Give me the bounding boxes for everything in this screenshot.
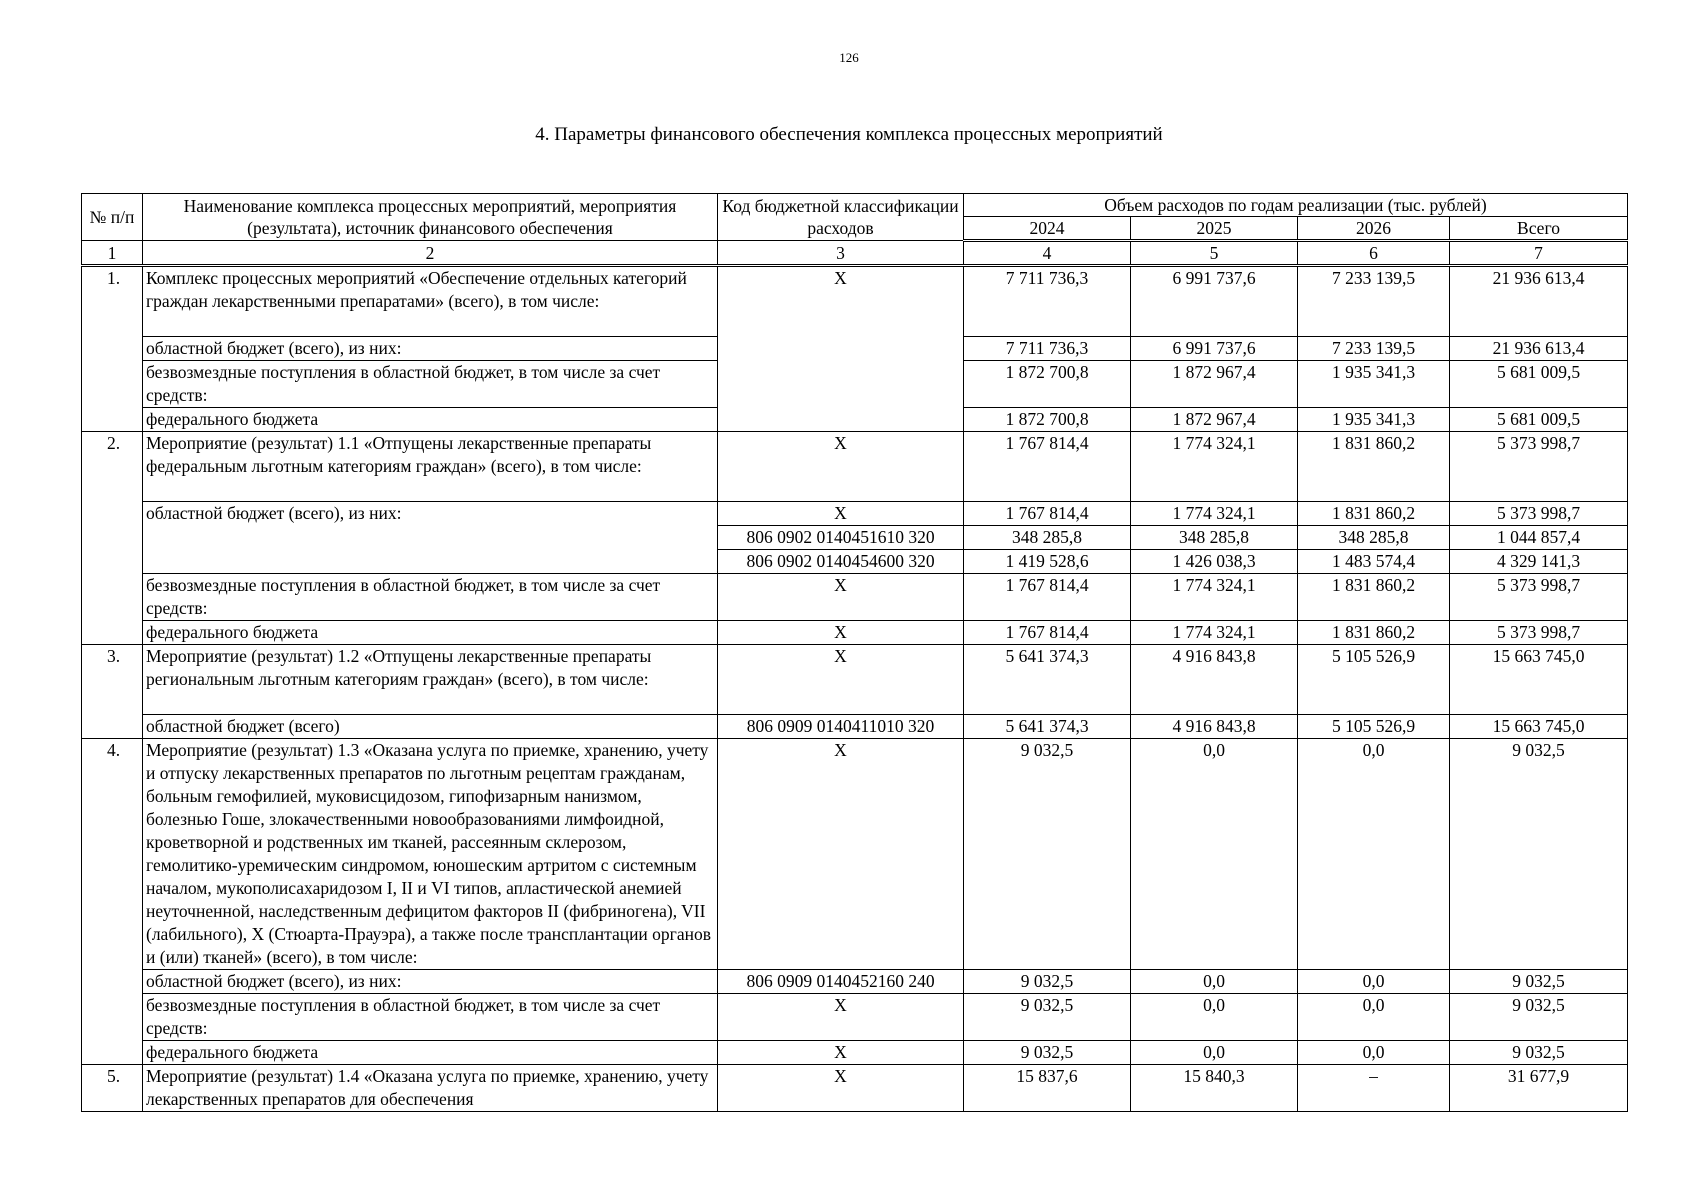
value-2025: 0,0 bbox=[1131, 970, 1298, 994]
value-total: 9 032,5 bbox=[1450, 994, 1628, 1041]
value-total: 9 032,5 bbox=[1450, 739, 1628, 970]
colnum: 2 bbox=[143, 241, 718, 266]
value-total: 21 936 613,4 bbox=[1450, 266, 1628, 337]
value-total: 5 681 009,5 bbox=[1450, 361, 1628, 408]
row-name: Мероприятие (результат) 1.1 «Отпущены лекарственные препараты федеральным льготным категориям граждан» (всего), в том числе: bbox=[143, 432, 718, 502]
value-2025: 0,0 bbox=[1131, 739, 1298, 970]
row-code: Х bbox=[718, 645, 964, 715]
row-code: 806 0909 0140411010 320 bbox=[718, 715, 964, 739]
row-code: Х bbox=[718, 502, 964, 526]
value-2024: 9 032,5 bbox=[964, 1041, 1131, 1065]
value-2026: 7 233 139,5 bbox=[1298, 337, 1450, 361]
value-total: 1 044 857,4 bbox=[1450, 526, 1628, 550]
value-total: 21 936 613,4 bbox=[1450, 337, 1628, 361]
row-code: Х bbox=[718, 1041, 964, 1065]
row-name: безвозмездные поступления в областной бюджет, в том числе за счет средств: bbox=[143, 361, 718, 408]
value-2024: 1 872 700,8 bbox=[964, 408, 1131, 432]
value-total: 15 663 745,0 bbox=[1450, 645, 1628, 715]
page-number: 126 bbox=[839, 50, 859, 65]
value-2024: 1 419 528,6 bbox=[964, 550, 1131, 574]
row-code: Х bbox=[718, 994, 964, 1041]
value-2025: 1 774 324,1 bbox=[1131, 574, 1298, 621]
table-row bbox=[82, 970, 1628, 994]
value-total: 5 373 998,7 bbox=[1450, 502, 1628, 526]
value-2024: 7 711 736,3 bbox=[964, 337, 1131, 361]
value-2026: 1 483 574,4 bbox=[1298, 550, 1450, 574]
value-2024: 9 032,5 bbox=[964, 994, 1131, 1041]
table-row bbox=[82, 621, 1628, 645]
value-2024: 1 767 814,4 bbox=[964, 502, 1131, 526]
row-name: Мероприятие (результат) 1.4 «Оказана услуга по приемке, хранению, учету лекарственных препаратов для обеспечения bbox=[143, 1065, 718, 1112]
value-total: 31 677,9 bbox=[1450, 1065, 1628, 1112]
value-2025: 1 872 967,4 bbox=[1131, 408, 1298, 432]
table-row bbox=[82, 739, 1628, 970]
value-2025: 4 916 843,8 bbox=[1131, 715, 1298, 739]
value-total: 4 329 141,3 bbox=[1450, 550, 1628, 574]
value-2026: 5 105 526,9 bbox=[1298, 645, 1450, 715]
value-2025: 1 774 324,1 bbox=[1131, 432, 1298, 502]
table-row bbox=[82, 715, 1628, 739]
header-no: № п/п bbox=[82, 194, 143, 241]
row-name: безвозмездные поступления в областной бюджет, в том числе за счет средств: bbox=[143, 574, 718, 621]
value-2026: 1 831 860,2 bbox=[1298, 621, 1450, 645]
header-row bbox=[82, 194, 1628, 217]
row-name: Мероприятие (результат) 1.2 «Отпущены лекарственные препараты региональным льготным категориям граждан» (всего), в том числе: bbox=[143, 645, 718, 715]
row-name: федерального бюджета bbox=[143, 621, 718, 645]
value-2025: 1 872 967,4 bbox=[1131, 361, 1298, 408]
table-row bbox=[82, 574, 1628, 621]
table-row bbox=[82, 994, 1628, 1041]
header-year-2024: 2024 bbox=[964, 217, 1131, 241]
table-row bbox=[82, 432, 1628, 502]
value-2025: 1 774 324,1 bbox=[1131, 502, 1298, 526]
row-code: Х bbox=[718, 1065, 964, 1112]
header-total: Всего bbox=[1450, 217, 1628, 241]
header-code: Код бюджетной классификации расходов bbox=[718, 194, 964, 241]
row-code: 806 0902 0140454600 320 bbox=[718, 550, 964, 574]
value-2025: 1 774 324,1 bbox=[1131, 621, 1298, 645]
value-2026: 0,0 bbox=[1298, 1041, 1450, 1065]
value-total: 9 032,5 bbox=[1450, 1041, 1628, 1065]
value-total: 5 373 998,7 bbox=[1450, 621, 1628, 645]
value-2025: 1 426 038,3 bbox=[1131, 550, 1298, 574]
table-row bbox=[82, 502, 1628, 526]
value-2024: 1 872 700,8 bbox=[964, 361, 1131, 408]
row-code: 806 0909 0140452160 240 bbox=[718, 970, 964, 994]
header-year-2025: 2025 bbox=[1131, 217, 1298, 241]
header-volume: Объем расходов по годам реализации (тыс. рублей) bbox=[964, 194, 1628, 217]
value-2025: 15 840,3 bbox=[1131, 1065, 1298, 1112]
row-no: 5. bbox=[82, 1065, 143, 1112]
colnum: 4 bbox=[964, 241, 1131, 266]
value-total: 15 663 745,0 bbox=[1450, 715, 1628, 739]
header-name: Наименование комплекса процессных мероприятий, мероприятия (результата), источник финансового обеспечения bbox=[143, 194, 718, 241]
value-2024: 1 767 814,4 bbox=[964, 621, 1131, 645]
row-code: Х bbox=[718, 574, 964, 621]
value-2026: 1 935 341,3 bbox=[1298, 408, 1450, 432]
header-year-2026: 2026 bbox=[1298, 217, 1450, 241]
colnum: 5 bbox=[1131, 241, 1298, 266]
colnum: 1 bbox=[82, 241, 143, 266]
value-2024: 7 711 736,3 bbox=[964, 266, 1131, 337]
value-2025: 6 991 737,6 bbox=[1131, 266, 1298, 337]
value-2024: 5 641 374,3 bbox=[964, 715, 1131, 739]
value-2025: 348 285,8 bbox=[1131, 526, 1298, 550]
row-name: областной бюджет (всего), из них: bbox=[143, 502, 718, 574]
value-2026: 1 935 341,3 bbox=[1298, 361, 1450, 408]
colnum: 7 bbox=[1450, 241, 1628, 266]
row-name: федерального бюджета bbox=[143, 1041, 718, 1065]
value-2024: 15 837,6 bbox=[964, 1065, 1131, 1112]
value-2026: 0,0 bbox=[1298, 739, 1450, 970]
colnum: 6 bbox=[1298, 241, 1450, 266]
row-no: 4. bbox=[82, 739, 143, 1065]
value-2025: 6 991 737,6 bbox=[1131, 337, 1298, 361]
value-2024: 9 032,5 bbox=[964, 739, 1131, 970]
row-code: Х bbox=[718, 621, 964, 645]
value-total: 5 373 998,7 bbox=[1450, 574, 1628, 621]
table-row bbox=[82, 645, 1628, 715]
row-code: Х bbox=[718, 266, 964, 432]
value-2026: 1 831 860,2 bbox=[1298, 574, 1450, 621]
row-code: Х bbox=[718, 739, 964, 970]
value-2024: 1 767 814,4 bbox=[964, 432, 1131, 502]
financing-table bbox=[81, 193, 1628, 1112]
row-name: безвозмездные поступления в областной бюджет, в том числе за счет средств: bbox=[143, 994, 718, 1041]
row-no: 1. bbox=[82, 266, 143, 432]
value-2026: – bbox=[1298, 1065, 1450, 1112]
value-2026: 5 105 526,9 bbox=[1298, 715, 1450, 739]
row-name: областной бюджет (всего) bbox=[143, 715, 718, 739]
value-total: 5 373 998,7 bbox=[1450, 432, 1628, 502]
value-total: 9 032,5 bbox=[1450, 970, 1628, 994]
row-code: 806 0902 0140451610 320 bbox=[718, 526, 964, 550]
value-2026: 348 285,8 bbox=[1298, 526, 1450, 550]
row-no: 3. bbox=[82, 645, 143, 739]
row-name: областной бюджет (всего), из них: bbox=[143, 337, 718, 361]
value-2025: 4 916 843,8 bbox=[1131, 645, 1298, 715]
page-title: 4. Параметры финансового обеспечения комплекса процессных мероприятий bbox=[535, 124, 1163, 145]
column-numbers-row bbox=[82, 241, 1628, 266]
value-2026: 0,0 bbox=[1298, 994, 1450, 1041]
value-total: 5 681 009,5 bbox=[1450, 408, 1628, 432]
row-code: Х bbox=[718, 432, 964, 502]
value-2026: 1 831 860,2 bbox=[1298, 432, 1450, 502]
value-2024: 1 767 814,4 bbox=[964, 574, 1131, 621]
value-2026: 0,0 bbox=[1298, 970, 1450, 994]
row-no: 2. bbox=[82, 432, 143, 645]
table-row bbox=[82, 1041, 1628, 1065]
row-name: федерального бюджета bbox=[143, 408, 718, 432]
table-row bbox=[82, 1065, 1628, 1112]
colnum: 3 bbox=[718, 241, 964, 266]
row-name: Комплекс процессных мероприятий «Обеспечение отдельных категорий граждан лекарственными препаратами» (всего), в том числе: bbox=[143, 266, 718, 337]
row-name: областной бюджет (всего), из них: bbox=[143, 970, 718, 994]
table-row bbox=[82, 266, 1628, 337]
value-2025: 0,0 bbox=[1131, 994, 1298, 1041]
value-2024: 9 032,5 bbox=[964, 970, 1131, 994]
value-2026: 1 831 860,2 bbox=[1298, 502, 1450, 526]
value-2025: 0,0 bbox=[1131, 1041, 1298, 1065]
value-2026: 7 233 139,5 bbox=[1298, 266, 1450, 337]
value-2024: 348 285,8 bbox=[964, 526, 1131, 550]
row-name: Мероприятие (результат) 1.3 «Оказана услуга по приемке, хранению, учету и отпуску лекарственных препаратов по льготным рецептам гражданам, больным гемофилией, муковисцидозом, гипофизарным нанизмом, болезнью Гоше, злокачественными новообразованиями лимфоидной, кроветворной и родственных им тканей, рассеянным склерозом, гемолитико-уремическим синдромом, юношеским артритом с системным началом, мукополисахаридозом I, II и VI типов, апластической анемией неуточненной, наследственным дефицитом факторов II (фибриногена), VII (лабильного), X (Стюарта-Прауэра), а также после трансплантации органов и (или) тканей» (всего), в том числе: bbox=[143, 739, 718, 970]
value-2024: 5 641 374,3 bbox=[964, 645, 1131, 715]
